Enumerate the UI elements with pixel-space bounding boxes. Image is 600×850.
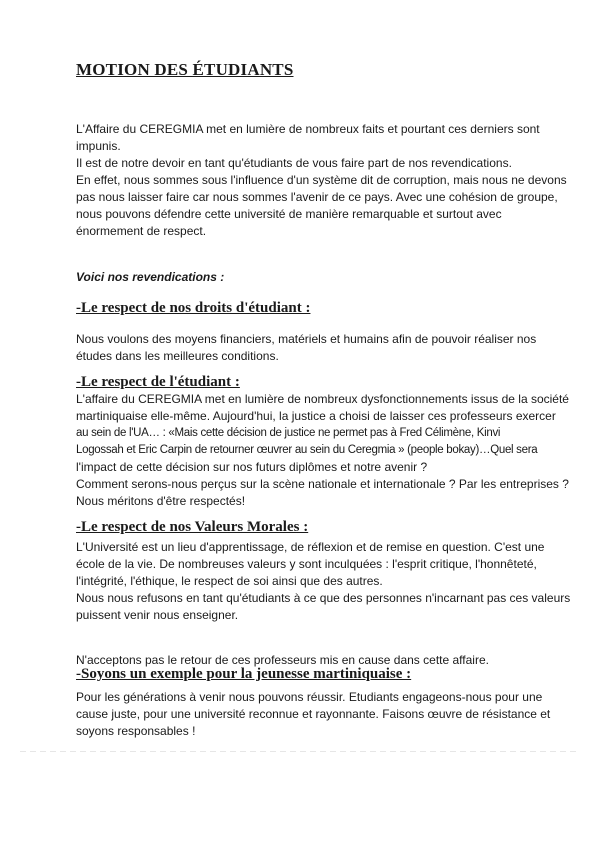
intro-line: Il est de notre devoir en tant qu'étudiants de vous faire part de nos revendications. bbox=[76, 156, 512, 170]
section-body-example bbox=[76, 689, 551, 740]
section-body-moral-values bbox=[76, 539, 571, 624]
section-heading-student-rights: -Le respect de nos droits d'étudiant : bbox=[76, 300, 311, 316]
body-line: Nous voulons des moyens financiers, matériels et humains afin de pouvoir réaliser nos bbox=[76, 332, 537, 346]
section-heading-example: -Soyons un exemple pour la jeunesse martiniquaise : bbox=[76, 666, 412, 682]
body-line: Logossah et Eric Carpin de retourner œuvrer au sein du Ceregmia » (people bokay)…Quel sera bbox=[76, 444, 538, 456]
intro-line: nous pouvons défendre cette université de manière remarquable et surtout avec bbox=[76, 207, 502, 221]
section-heading-moral-values: -Le respect de nos Valeurs Morales : bbox=[76, 519, 309, 535]
scan-artifact-line bbox=[20, 751, 580, 752]
body-line: soyons responsables ! bbox=[76, 724, 196, 738]
body-line: Nous méritons d'être respectés! bbox=[76, 494, 246, 508]
body-line: Pour les générations à venir nous pouvons réussir. Etudiants engageons-nous pour une bbox=[76, 690, 543, 704]
body-line: l'impact de cette décision sur nos futurs diplômes et notre avenir ? bbox=[76, 460, 428, 474]
body-line: au sein de l'UA… : «Mais cette décision de justice ne permet pas à Fred Célimène, Kinvi bbox=[76, 427, 501, 439]
intro-line: pas nous laisser faire car nous sommes l'avenir de ce pays. Avec une cohésion de groupe, bbox=[76, 190, 558, 204]
body-line: martiniquaise elle-même. Aujourd'hui, la justice a choisi de laisser ces professeurs exercer bbox=[76, 409, 556, 423]
section-heading-student-respect: -Le respect de l'étudiant : bbox=[76, 374, 240, 390]
intro-line: impunis. bbox=[76, 139, 121, 153]
body-line: cause juste, pour une université reconnue et rayonnante. Faisons œuvre de résistance et bbox=[76, 707, 551, 721]
closing-line: N'acceptons pas le retour de ces professeurs mis en cause dans cette affaire. bbox=[76, 653, 489, 667]
body-line: L'affaire du CEREGMIA met en lumière de nombreux dysfonctionnements issus de la société bbox=[76, 392, 569, 406]
body-line: Comment serons-nous perçus sur la scène nationale et internationale ? Par les entreprises ? bbox=[76, 477, 569, 491]
section-body-student-rights bbox=[76, 331, 546, 365]
body-line: Nous nous refusons en tant qu'étudiants à ce que des personnes n'incarnant pas ces valeurs bbox=[76, 591, 571, 605]
intro-paragraph bbox=[76, 121, 567, 240]
intro-line: En effet, nous sommes sous l'influence d'un système dit de corruption, mais nous ne devons bbox=[76, 173, 567, 187]
body-line: L'Université est un lieu d'apprentissage, de réflexion et de remise en question. C'est une bbox=[76, 540, 545, 554]
section-body-student-respect bbox=[76, 391, 569, 510]
body-line: école de la vie. De nombreuses valeurs y sont inculquées : l'esprit critique, l'honnêteté, bbox=[76, 557, 537, 571]
body-line: études dans les meilleures conditions. bbox=[76, 349, 279, 363]
body-line: puissent venir nous enseigner. bbox=[76, 608, 239, 622]
intro-line: énormement de respect. bbox=[76, 224, 207, 238]
body-line: l'intégrité, l'éthique, le respect de soi ainsi que des autres. bbox=[76, 574, 383, 588]
demands-label: Voici nos revendications : bbox=[76, 270, 225, 284]
document-title: MOTION DES ÉTUDIANTS bbox=[76, 60, 294, 79]
intro-line: L'Affaire du CEREGMIA met en lumière de nombreux faits et pourtant ces derniers sont bbox=[76, 122, 540, 136]
